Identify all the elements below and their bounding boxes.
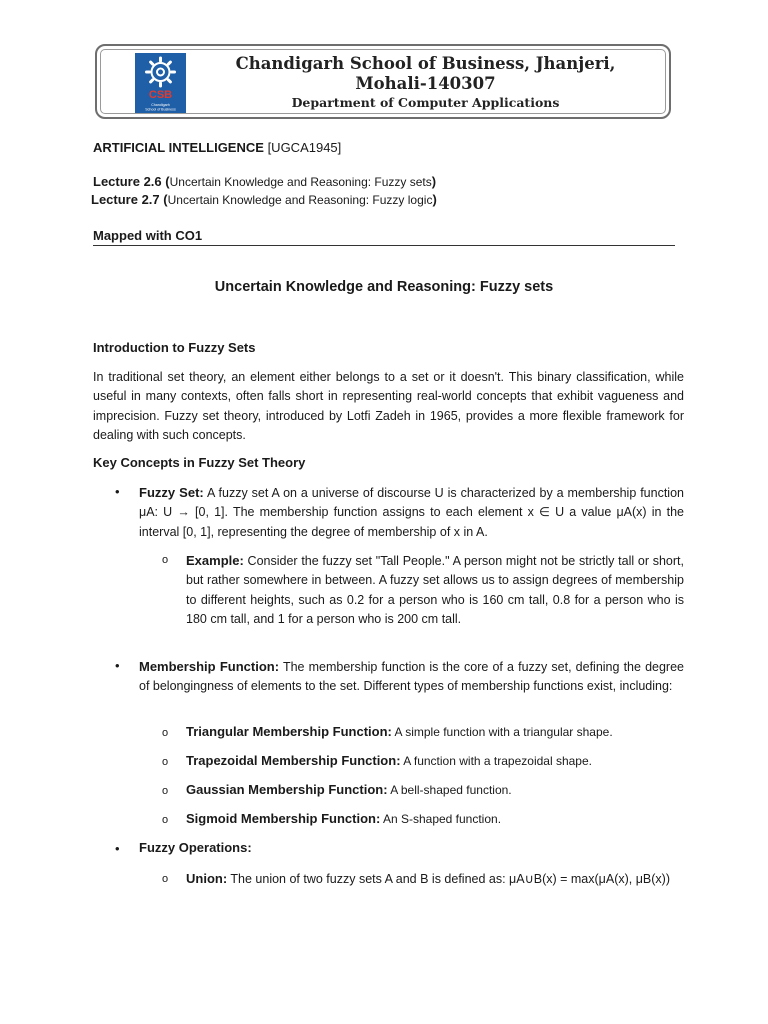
- lecture-subtopic: Fuzzy sets: [374, 175, 432, 189]
- membership-type-term: Sigmoid Membership Function:: [186, 811, 381, 826]
- sub-bullet-icon: o: [162, 785, 169, 797]
- lecture-topic: Uncertain Knowledge and Reasoning:: [167, 193, 373, 207]
- institution-address: Mohali-140307: [355, 74, 496, 93]
- fuzzy-set-term: Fuzzy Set:: [139, 485, 204, 500]
- sub-bullet-icon: o: [162, 554, 169, 566]
- course-name: ARTIFICIAL INTELLIGENCE: [93, 140, 264, 155]
- course-line: [93, 140, 341, 155]
- svg-text:CSB: CSB: [148, 89, 173, 101]
- membership-type-desc: A bell-shaped function.: [387, 783, 512, 797]
- membership-type-term: Trapezoidal Membership Function:: [186, 753, 401, 768]
- membership-type-desc: A function with a trapezoidal shape.: [400, 754, 592, 768]
- sub-bullet-icon: o: [162, 727, 169, 739]
- lecture-topic: Uncertain Knowledge and Reasoning:: [169, 175, 375, 189]
- institution-name: [192, 54, 659, 94]
- page-title: Uncertain Knowledge and Reasoning: Fuzzy sets: [214, 279, 554, 295]
- membership-type-term: Triangular Membership Function:: [186, 724, 392, 739]
- fuzzy-operations-heading: [139, 840, 252, 855]
- membership-type-item: [186, 724, 613, 739]
- lecture-paren-open: (: [159, 192, 168, 207]
- example-item: [186, 551, 684, 630]
- intro-paragraph: In traditional set theory, an element either belongs to a set or it doesn't. This binary classification, while useful in many contexts, often falls short in representing real-world concepts that exhibit vagueness and imprecision. Fuzzy set theory, introduced by Lotfi Zadeh in 1965, provides a more flexible framework for dealing with such concepts.: [93, 370, 684, 443]
- membership-type-item: [186, 782, 512, 797]
- membership-definition: The membership function is the core of a fuzzy set, defining the degree of belongingness of elements to the set. Different types of membership functions exist, including:: [139, 660, 684, 694]
- lecture-paren-open: (: [161, 174, 170, 189]
- membership-type-desc: A simple function with a triangular shape.: [391, 725, 613, 739]
- fuzzy-set-definition: A fuzzy set A on a universe of discourse U is characterized by a membership function μA: U → [0, 1]. The membership function assigns to each element x ∈ U a value μA(x) in the interval [0, 1], representing the degree of membership of x in A.: [139, 486, 684, 539]
- svg-text:School of Business: School of Business: [145, 107, 176, 112]
- bullet-icon: •: [115, 658, 120, 673]
- bullet-icon: •: [115, 484, 120, 499]
- example-term: Example:: [186, 553, 244, 568]
- membership-type-item: [186, 811, 501, 826]
- example-body: Consider the fuzzy set "Tall People." A person might not be strictly tall or short, but rather somewhere in between. A fuzzy set allows us to assign degrees of membership to different heights, such as 0.2 for a person who is 160 cm tall, 0.8 for a person who is 180 cm tall, and 1 for a person who is 200 cm tall.: [186, 554, 684, 627]
- lecture-label: Lecture 2.7: [91, 192, 160, 207]
- department-name: Department of Computer Applications: [291, 95, 560, 110]
- institution-banner: [95, 44, 671, 119]
- bullet-icon: •: [115, 841, 120, 856]
- fuzzy-operations-term: Fuzzy Operations:: [139, 840, 252, 855]
- union-term: Union:: [186, 871, 228, 886]
- sub-bullet-icon: o: [162, 756, 169, 768]
- union-item: [186, 869, 684, 889]
- intro-heading: Introduction to Fuzzy Sets: [93, 340, 256, 355]
- lecture-subtopic: Fuzzy logic: [372, 193, 433, 207]
- csb-logo: [135, 53, 186, 113]
- sub-bullet-icon: o: [162, 873, 169, 885]
- fuzzy-set-item: [139, 483, 684, 542]
- membership-type-desc: An S-shaped function.: [380, 812, 502, 826]
- divider: [93, 245, 675, 246]
- membership-function-item: [139, 657, 684, 697]
- membership-type-item: [186, 753, 592, 768]
- membership-term: Membership Function:: [139, 659, 280, 674]
- institution-name-line1: Chandigarh School of Business, Jhanjeri,: [235, 54, 616, 73]
- key-concepts-heading: Key Concepts in Fuzzy Set Theory: [93, 455, 306, 470]
- lecture-line: [93, 174, 436, 189]
- membership-type-term: Gaussian Membership Function:: [186, 782, 388, 797]
- lecture-paren-close: ): [432, 192, 437, 207]
- lecture-line: [91, 192, 437, 207]
- svg-text:Chandigarh: Chandigarh: [151, 103, 170, 107]
- lecture-paren-close: ): [431, 174, 437, 189]
- union-definition: The union of two fuzzy sets A and B is defined as: μA∪B(x) = max(μA(x), μB(x)): [227, 872, 671, 886]
- lecture-label: Lecture 2.6: [93, 174, 162, 189]
- course-code: [UGCA1945]: [267, 140, 342, 155]
- sub-bullet-icon: o: [162, 814, 169, 826]
- mapped-co: Mapped with CO1: [93, 228, 203, 243]
